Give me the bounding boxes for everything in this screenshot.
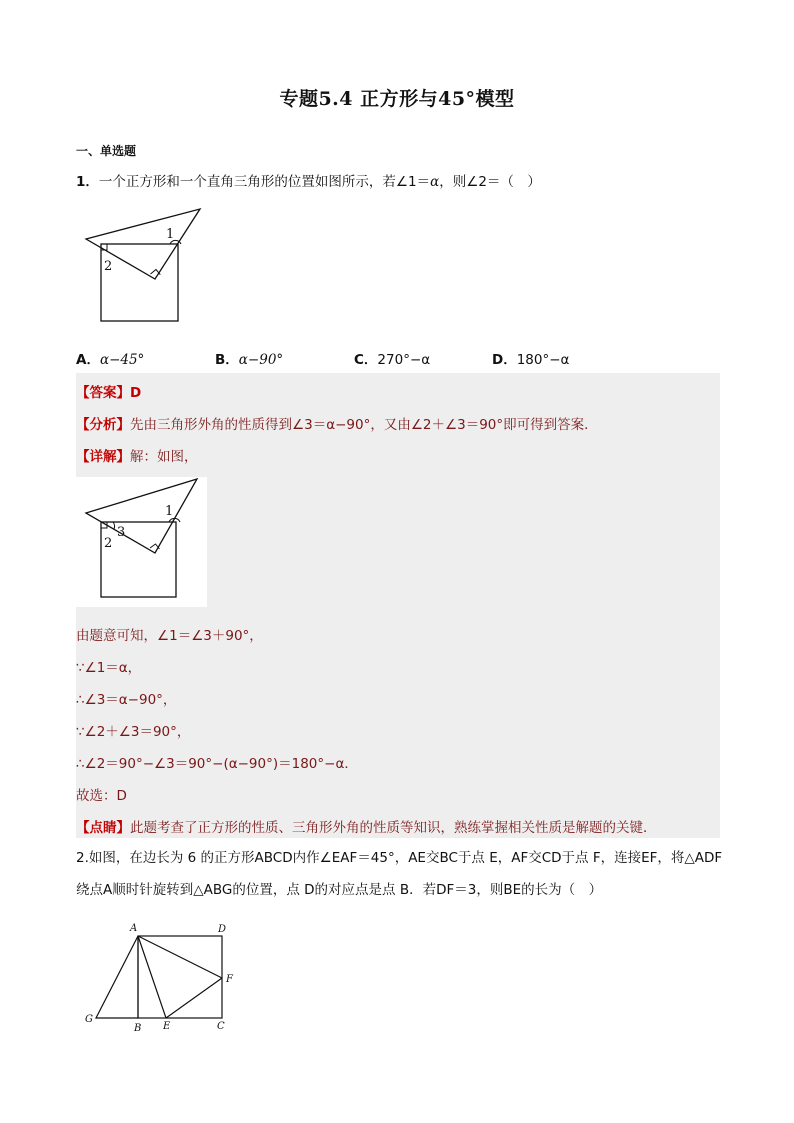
option-letter: D． xyxy=(492,352,517,368)
point-a-label: A xyxy=(130,923,138,934)
answer-value: D xyxy=(130,385,142,401)
step-5: ∴∠2＝90°−∠3＝90°−(α−90°)＝180°−α． xyxy=(76,756,358,772)
point-d-label: D xyxy=(218,924,227,935)
section-heading: 一、单选题 xyxy=(76,144,137,158)
step-3: ∴∠3＝α−90°， xyxy=(76,692,177,708)
option-expr: 180°−α xyxy=(516,352,570,368)
segment-ef xyxy=(166,978,222,1018)
answer-tag: 【答案】 xyxy=(76,385,130,401)
point-e-label: E xyxy=(163,1021,171,1032)
question-2-line-1: 2.如图，在边长为 6 的正方形ABCD内作∠EAF＝45°，AE交BC于点 E，AF交CD于点 F，连接EF，将△ADF xyxy=(76,850,723,866)
comment-tag: 【点睛】 xyxy=(76,820,130,836)
option-letter: A． xyxy=(76,352,100,368)
option-c[interactable] xyxy=(354,348,430,368)
option-expr: α−90° xyxy=(238,352,284,368)
comment-line xyxy=(76,816,657,836)
option-a[interactable] xyxy=(76,348,144,368)
option-expr: 270°−α xyxy=(377,352,431,368)
detail-text: 解：如图， xyxy=(130,449,198,465)
square-shape xyxy=(101,244,178,321)
option-letter: C． xyxy=(354,352,378,368)
question-1-figure xyxy=(84,206,209,328)
square-shape xyxy=(101,522,176,597)
point-b-label: B xyxy=(134,1023,142,1034)
detail-tag: 【详解】 xyxy=(76,449,130,465)
square-abcd xyxy=(138,936,222,1018)
question-2-figure xyxy=(80,918,240,1038)
question-text: 一个正方形和一个直角三角形的位置如图所示，若∠1＝ xyxy=(98,174,431,190)
angle-3-arc xyxy=(113,522,115,529)
answer-line xyxy=(76,381,141,401)
step-1: 由题意可知，∠1＝∠3＋90°， xyxy=(76,628,263,644)
angle-1-label: 1 xyxy=(165,504,174,519)
analysis-line xyxy=(76,413,598,433)
alpha-symbol: α xyxy=(430,174,440,190)
triangle-shape xyxy=(86,479,197,553)
option-b[interactable] xyxy=(215,348,283,368)
choice-line: 故选：D xyxy=(76,788,127,804)
angle-3-label: 3 xyxy=(117,525,126,540)
point-g-label: G xyxy=(85,1014,93,1025)
point-f-label: F xyxy=(226,974,233,985)
point-c-label: C xyxy=(217,1021,225,1032)
analysis-tag: 【分析】 xyxy=(76,417,130,433)
detail-line xyxy=(76,445,198,465)
step-2: ∵∠1＝α， xyxy=(76,660,142,676)
question-text-end: ，则∠2＝（ ） xyxy=(439,174,541,190)
step-4: ∵∠2＋∠3＝90°， xyxy=(76,724,191,740)
option-letter: B． xyxy=(215,352,239,368)
analysis-text: 先由三角形外角的性质得到∠3＝α−90°，又由∠2＋∠3＝90°即可得到答案． xyxy=(130,417,598,433)
question-2-line-2: 绕点A顺时针旋转到△ABG的位置，点 D的对应点是点 B．若DF＝3，则BE的长为（ ） xyxy=(76,882,603,898)
option-d[interactable] xyxy=(492,348,569,368)
angle-2-label: 2 xyxy=(104,536,113,551)
page-title: 专题5.4 正方形与45°模型 xyxy=(279,88,515,110)
solution-figure xyxy=(76,477,207,607)
question-number: 1． xyxy=(76,174,99,190)
angle-2-label: 2 xyxy=(104,259,113,274)
question-1-stem xyxy=(76,170,541,190)
option-expr: α−45° xyxy=(99,352,145,368)
triangle-abg xyxy=(96,936,138,1018)
angle-1-label: 1 xyxy=(166,227,175,242)
comment-text: 此题考查了正方形的性质、三角形外角的性质等知识，熟练掌握相关性质是解题的关键． xyxy=(130,820,657,836)
